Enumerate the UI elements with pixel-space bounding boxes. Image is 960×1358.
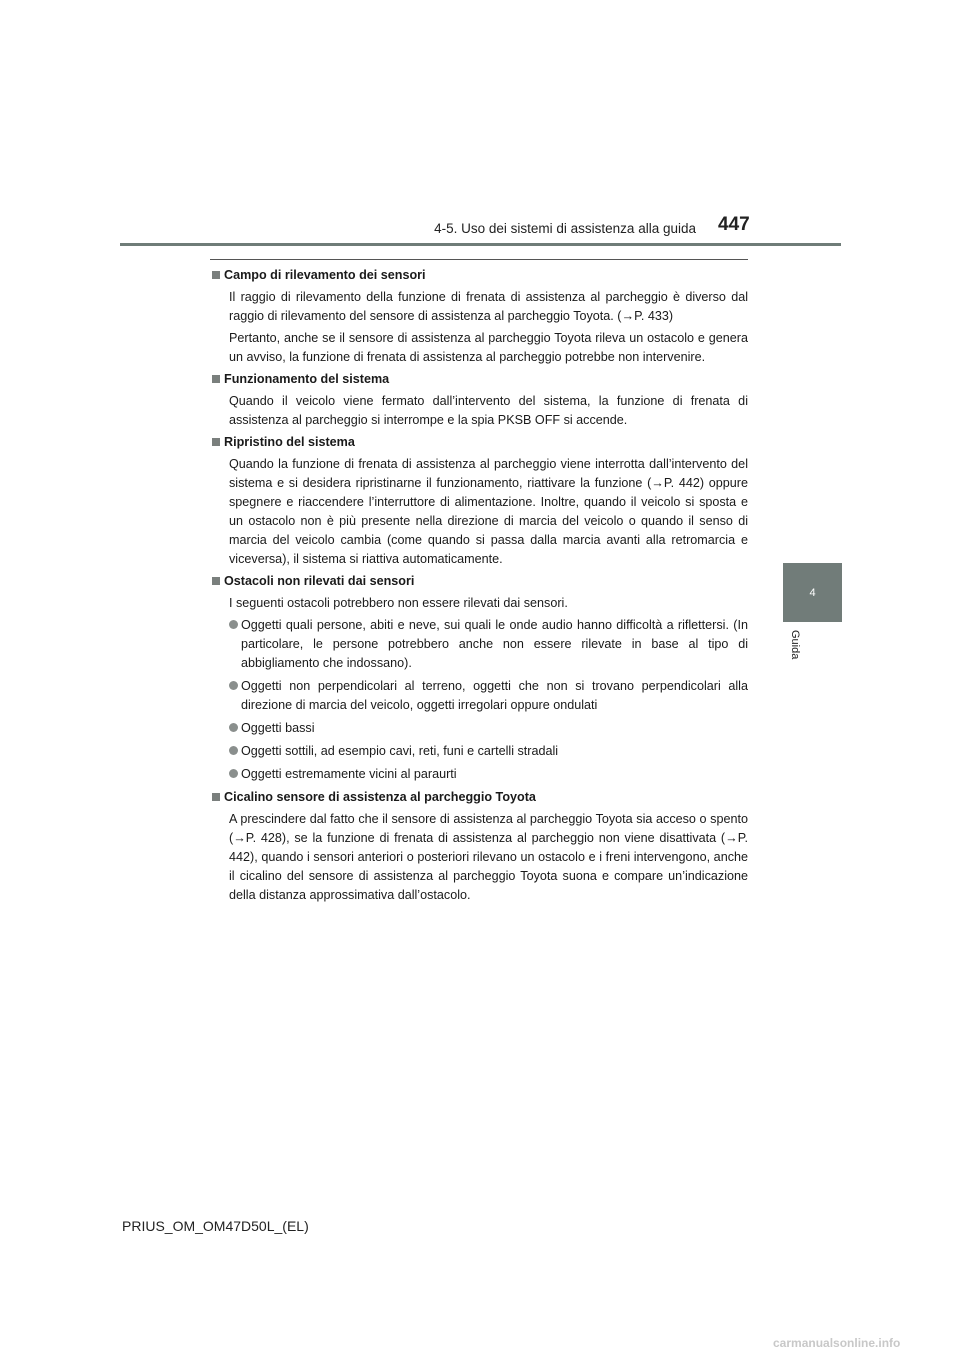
section-title: Ripristino del sistema [224,435,355,449]
paragraph: I seguenti ostacoli potrebbero non essere rilevati dai sensori. [229,596,568,610]
list-item [229,677,748,715]
paragraph: Quando la funzione di frenata di assistenza al parcheggio viene interrotta dall’intervento del sistema e si desidera ripristinarne il funzionamento, riattivare la funzione (→P. 442) oppure spegnere e riaccendere l’interruttore di alimentazione. Inoltre, quando il veicolo si sposta e un ostacolo non è più presente nella direzione di marcia del veicolo o quando il senso di marcia del veicolo cambia (come quando si passa dalla marcia avanti alla retromarcia e viceversa), il sistema si riattiva automaticamente. [229,457,748,566]
page-number: 447 [718,214,750,235]
list-item [229,765,748,784]
list-item-text: Oggetti non perpendicolari al terreno, oggetti che non si trovano perpendicolari alla direzione di marcia del veicolo, oggetti irregolari oppure ondulati [241,679,748,712]
square-bullet-icon [212,375,220,383]
square-bullet-icon [212,577,220,585]
circle-bullet-icon [229,620,238,629]
paragraph: A prescindere dal fatto che il sensore di assistenza al parcheggio Toyota sia acceso o spento (→P. 428), se la funzione di frenata di assistenza al parcheggio non viene disattivata (→P. 442), quando i sensori anteriori o posteriori rilevano un ostacolo e i freni intervengono, anche il cicalino del sensore di assistenza al parcheggio Toyota suona e compare un’indicazione della distanza approssimativa dall’ostacolo. [229,812,748,902]
section-system-operation [212,370,748,430]
section-system-restore [212,433,748,569]
header-rule [120,243,841,246]
section-detection-range [212,266,748,367]
list-item-text: Oggetti bassi [241,721,315,735]
list-item [229,616,748,673]
section-title: Campo di rilevamento dei sensori [224,268,426,282]
paragraph: Quando il veicolo viene fermato dall’intervento del sistema, la funzione di frenata di assistenza al parcheggio si interrompe e la spia PKSB OFF si accende. [229,394,748,427]
footer-document-code: PRIUS_OM_OM47D50L_(EL) [122,1218,309,1234]
list-item [229,742,748,761]
header-section-title: 4-5. Uso dei sistemi di assistenza alla guida [434,221,696,236]
chapter-tab-label: Guida [789,630,801,660]
circle-bullet-icon [229,723,238,732]
content-top-rule [210,259,748,260]
circle-bullet-icon [229,746,238,755]
section-title: Cicalino sensore di assistenza al parcheggio Toyota [224,790,536,804]
section-title: Funzionamento del sistema [224,372,390,386]
chapter-tab [783,563,842,622]
watermark: carmanualsonline.info [773,1336,901,1350]
list-item [229,719,748,738]
chapter-tab-number: 4 [809,586,816,599]
section-undetected-obstacles [212,572,748,784]
list-item-text: Oggetti sottili, ad esempio cavi, reti, funi e cartelli stradali [241,744,559,758]
paragraph: Il raggio di rilevamento della funzione di frenata di assistenza al parcheggio è diverso dal raggio di rilevamento del sensore di assistenza al parcheggio Toyota. (→P. 433) [229,290,748,323]
square-bullet-icon [212,438,220,446]
circle-bullet-icon [229,681,238,690]
circle-bullet-icon [229,769,238,778]
square-bullet-icon [212,793,220,801]
section-buzzer [212,788,748,905]
list-item-text: Oggetti estremamente vicini al paraurti [241,767,457,781]
square-bullet-icon [212,271,220,279]
section-title: Ostacoli non rilevati dai sensori [224,574,415,588]
page-content [212,266,748,908]
paragraph: Pertanto, anche se il sensore di assistenza al parcheggio Toyota rileva un ostacolo e genera un avviso, la funzione di frenata di assistenza al parcheggio potrebbe non intervenire. [229,331,748,364]
list-item-text: Oggetti quali persone, abiti e neve, sui quali le onde audio hanno difficoltà a riflettersi. (In particolare, le persone potrebbero anche non essere rilevate in base al tipo di abbigliamento che indossano). [241,618,748,670]
